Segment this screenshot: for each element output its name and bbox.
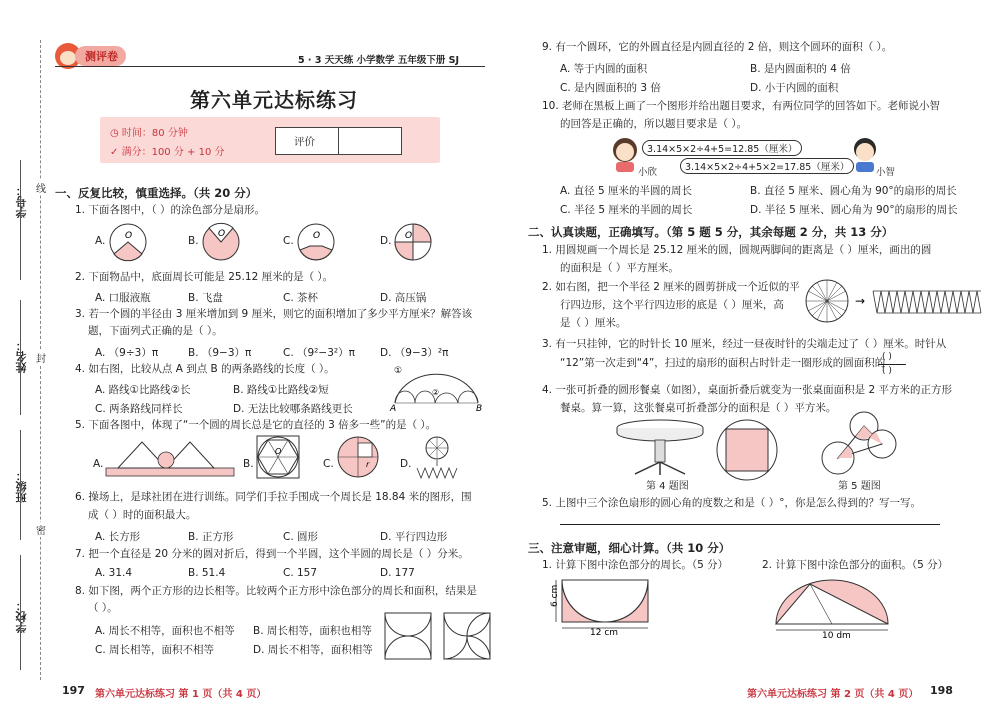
s2-q5: 5. 上图中三个涂色扇形的圆心角的度数之和是（ ）°，你是怎么得到的？写一写。 (542, 497, 921, 509)
q7-opt-b: B. 51.4 (188, 567, 226, 579)
q1-label-c: O (313, 231, 321, 241)
circle-square-figure (715, 418, 779, 482)
q3-stem-1: 3. 若一个圆的半径由 3 厘米增加到 9 厘米，则它的面积增加了多少平方厘米？解答该 (75, 308, 473, 320)
time-info: ◷ 时间：80 分钟 (110, 128, 188, 139)
q5-stem: 5. 下面各图中，体现了“一个圆的周长总是它的直径的 3 倍多一些”的是（ ）。 (75, 419, 437, 431)
q9-opt-a: A. 等于内圆的面积 (560, 63, 648, 75)
q1-stem: 1. 下面各图中，（ ）的涂色部分是扇形。 (75, 204, 265, 216)
left-page-number: 197 (62, 684, 85, 697)
fig4-caption: 第 4 题图 (646, 481, 689, 492)
q1-opt-c: C. (283, 235, 294, 247)
cut-mark-3: 密 (36, 522, 46, 537)
q6-opt-a: A. 长方形 (95, 531, 141, 543)
q8-stem-1: 8. 如下图，两个正方形的边长相等。比较两个正方形中涂色部分的周长和面积，结果是 (75, 585, 477, 597)
fig5-caption: 第 5 题图 (838, 481, 881, 492)
q1-opt-b: B. (188, 235, 199, 247)
q1-opt-d: D. (380, 235, 392, 247)
q10-stem-1: 10. 老师在黑板上画了一个图形并给出题目要求，有两位同学的回答如下。老师说小智 (542, 100, 941, 112)
q6-stem-1: 6. 操场上，是球社团在进行训练。同学们手拉手围成一个周长是 18.84 米的图形，围 (75, 491, 472, 503)
svg-text:→: → (855, 294, 866, 308)
q7-opt-d: D. 177 (380, 567, 415, 579)
q2-opt-a: A. 口服液瓶 (95, 292, 151, 304)
three-circles-figure (820, 410, 900, 480)
info-box (100, 117, 440, 163)
q1-label-b: O (218, 229, 226, 239)
q3-opt-b: B. （9−3）π (188, 347, 252, 359)
class-line (20, 430, 21, 540)
cut-mark-1: 线 (36, 180, 46, 195)
q6-opt-b: B. 正方形 (188, 531, 234, 543)
student-no-line (20, 160, 21, 280)
fraction-blank: ( ) ( ) (878, 352, 906, 378)
q2-opt-c: C. 茶杯 (283, 292, 319, 304)
q1-figure-d (393, 222, 433, 262)
s2-q1-line2: 的面积是（ ）平方厘米。 (560, 262, 679, 274)
score-info: ✓ 满分：100 分 + 10 分 (110, 147, 225, 158)
s3-q2-figure (772, 576, 892, 640)
route-2-label: ② (432, 388, 440, 397)
q10-stem-2: 的回答是正确的，所以题目要求是（ ）。 (560, 118, 748, 130)
q8-stem-2: （ ）。 (88, 602, 118, 614)
header-rule (55, 66, 485, 67)
q3-opt-d: D. （9−3）²π (380, 347, 449, 359)
q4-opt-a: A. 路线①比路线②长 (95, 384, 191, 396)
q8-squares-figure (384, 612, 494, 660)
s2-q3-line2: “12”第一次走到“4”，扫过的扇形的面积占时针走一圈形成的圆面积的 (560, 357, 886, 369)
point-a-label: A (390, 404, 397, 414)
q3-stem-2: 题，下面列式正确的是（ ）。 (88, 325, 223, 337)
folding-table-figure (615, 418, 705, 476)
q3-opt-c: C. （9²−3²）π (283, 347, 355, 359)
page-title: 第六单元达标练习 (190, 88, 358, 112)
section3-heading: 三、注意审题，细心计算。（共 10 分） (528, 541, 731, 555)
girl-name: 小欣 (638, 167, 658, 178)
name-label: 姓名： (15, 340, 28, 373)
name-line (20, 300, 21, 415)
q9-opt-c: C. 是内圆面积的 3 倍 (560, 82, 661, 94)
answer-bubble-1: 3.14×5×2÷4+5=12.85（厘米） (642, 140, 802, 156)
eval-label: 评价 (294, 136, 315, 148)
right-page (500, 0, 1000, 721)
dim-6cm: 6 cm (550, 584, 560, 607)
s3-q2: 2. 计算下图中涂色部分的面积。（5 分） (762, 559, 949, 571)
dim-10dm: 10 dm (822, 631, 851, 641)
q5-figure-d (413, 436, 463, 480)
badge (55, 43, 135, 67)
right-page-number: 198 (930, 684, 953, 697)
q1-figure-b (201, 222, 241, 262)
answer-line[interactable] (560, 524, 940, 525)
s2-q4-line2: 餐桌。算一算，这张餐桌可折叠部分的面积是（ ）平方米。 (560, 402, 837, 414)
left-footer-text: 第六单元达标练习 第 1 页（共 4 页） (95, 689, 267, 700)
point-b-label: B (476, 404, 483, 414)
eval-box (275, 127, 402, 155)
q4-opt-b: B. 路线①比路线②短 (233, 384, 329, 396)
q6-opt-d: D. 平行四边形 (380, 531, 448, 543)
q1-label-a: O (125, 231, 133, 241)
check-icon: ✓ (110, 147, 119, 158)
q6-stem-2: 成（ ）时的面积最大。 (88, 509, 197, 521)
q3-opt-a: A. （9÷3）π (95, 347, 159, 359)
s2-q2-line3: 是（ ）厘米。 (560, 317, 627, 329)
q1-opt-a: A. (95, 235, 106, 247)
q9-opt-d: D. 小于内圆的面积 (750, 82, 839, 94)
q7-stem: 7. 把一个直径是 20 分米的圆对折后，得到一个半圆，这个半圆的周长是（ ）分米。 (75, 548, 469, 560)
q2-opt-d: D. 高压锅 (380, 292, 427, 304)
q5-figure-c (336, 435, 381, 480)
q1-label-d: O (405, 231, 413, 241)
right-footer-text: 第六单元达标练习 第 2 页（共 4 页） (747, 689, 919, 700)
series-info: 5 · 3 天天练 小学数学 五年级下册 SJ (298, 55, 460, 66)
q2-opt-b: B. 飞盘 (188, 292, 223, 304)
q9-stem: 9. 有一个圆环，它的外圆直径是内圆直径的 2 倍，则这个圆环的面积（ ）。 (542, 41, 893, 53)
q5-figure-a (106, 438, 236, 478)
clock-icon: ◷ (110, 128, 119, 139)
q10-opt-d: D. 半径 5 厘米、圆心角为 90°的扇形的周长 (750, 204, 958, 216)
q5-opt-b: B. (243, 458, 254, 470)
q4-opt-d: D. 无法比较哪条路线更长 (233, 403, 353, 415)
s2-q2-line1: 2. 如右图，把一个半径 2 厘米的圆剪拼成一个近似的平 (542, 281, 800, 293)
s2-q1-line1: 1. 用圆规画一个周长是 25.12 厘米的圆，圆规两脚间的距离是（ ）厘米，画出的圆 (542, 244, 932, 256)
girl-avatar (610, 136, 640, 172)
boy-name: 小智 (876, 167, 896, 178)
q9-opt-b: B. 是内圆面积的 4 倍 (750, 63, 851, 75)
school-line (20, 555, 21, 670)
circle-to-parallelogram-figure (805, 279, 995, 323)
q7-opt-a: A. 31.4 (95, 567, 133, 579)
school-label: 学校： (15, 600, 28, 633)
badge-label: 测评卷 (75, 46, 126, 66)
q8-opt-b: B. 周长相等，面积也相等 (253, 625, 372, 637)
q8-opt-d: D. 周长不相等，面积相等 (253, 644, 373, 656)
class-label: 班级： (15, 470, 28, 503)
q4-route-figure (390, 365, 485, 414)
route-1-label: ① (394, 366, 403, 376)
q1-figure-a (108, 222, 148, 262)
s2-q2-line2: 行四边形，这个平行四边形的底是（ ）厘米，高 (560, 299, 784, 311)
q5-label-r: r (366, 460, 370, 469)
answer-bubble-2: 3.14×5×2÷4+5×2=17.85（厘米） (680, 158, 854, 174)
q8-opt-c: C. 周长相等，面积不相等 (95, 644, 215, 656)
s3-q1-figure (544, 576, 654, 636)
cut-mark-2: 封 (36, 350, 46, 365)
q2-stem: 2. 下面物品中，底面周长可能是 25.12 厘米的是（ ）。 (75, 271, 334, 283)
q4-stem: 4. 如右图，比较从点 A 到点 B 的两条路线的长度（ ）。 (75, 363, 335, 375)
q5-opt-d: D. (400, 458, 412, 470)
q4-opt-c: C. 两条路线同样长 (95, 403, 183, 415)
s2-q4-line1: 4. 一张可折叠的圆形餐桌（如图），桌面折叠后就变为一张桌面面积是 2 平方米的正方形 (542, 384, 952, 396)
s3-q1: 1. 计算下图中涂色部分的周长。（5 分） (542, 559, 729, 571)
dim-12cm: 12 cm (590, 628, 619, 638)
q10-opt-a: A. 直径 5 厘米的半圆的周长 (560, 185, 693, 197)
q10-opt-c: C. 半径 5 厘米的半圆的周长 (560, 204, 693, 216)
section1-heading: 一、反复比较，慎重选择。（共 20 分） (55, 186, 258, 200)
q7-opt-c: C. 157 (283, 567, 318, 579)
q5-label-o: O (275, 447, 282, 456)
q5-figure-b (256, 435, 301, 480)
q5-opt-a: A. (93, 458, 104, 470)
q6-opt-c: C. 圆形 (283, 531, 319, 543)
s2-q3-line1: 3. 有一只挂钟，它的时针长 10 厘米，经过一昼夜时针的尖端走过了（ ）厘米。时针从 (542, 338, 947, 350)
q5-opt-c: C. (323, 458, 334, 470)
q1-figure-c (296, 222, 336, 262)
student-no-label: 学号： (15, 185, 28, 218)
q10-opt-b: B. 直径 5 厘米、圆心角为 90°的扇形的周长 (750, 185, 957, 197)
q8-opt-a: A. 周长不相等，面积也不相等 (95, 625, 235, 637)
section2-heading: 二、认真读题，正确填写。（第 5 题 5 分，其余每题 2 分，共 13 分） (528, 225, 894, 239)
